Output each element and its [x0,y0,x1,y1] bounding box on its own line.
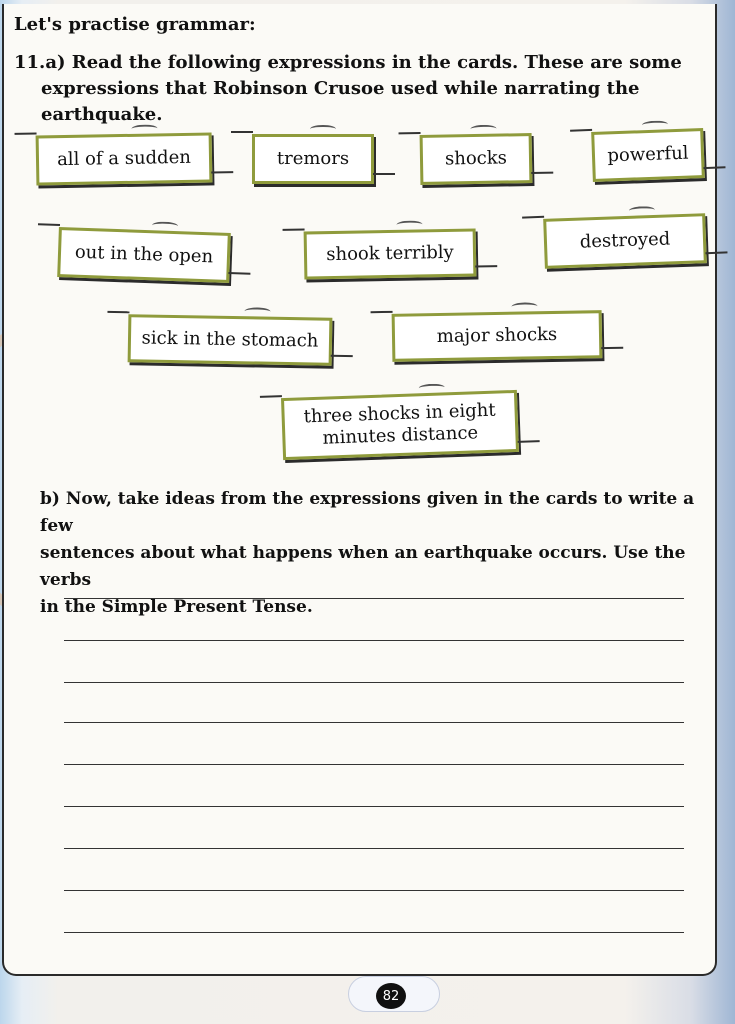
question-b-line1: b) Now, take ideas from the expressions given in the cards to write a few [40,489,695,536]
question-b [40,486,720,621]
question-b-line3: in the Simple Present Tense. [40,597,313,617]
page-number: 82 [376,983,406,1009]
section-heading: Let's practise grammar: [14,14,256,35]
expression-card [392,310,603,362]
question-a-line1: 11.a) Read the following expressions in the cards. These are some [14,52,682,73]
expression-card [281,390,519,460]
writing-line[interactable] [64,722,684,723]
card-label: out in the open [74,241,214,268]
writing-line[interactable] [64,848,684,849]
card-label: powerful [607,142,689,167]
expression-card [252,134,374,184]
writing-line[interactable] [64,682,684,683]
card-label-line1: three shocks in eight [303,399,496,428]
writing-line[interactable] [64,932,684,933]
expression-card [304,229,477,280]
expression-card [420,133,533,185]
card-label: major shocks [436,323,558,348]
card-label: shook terribly [326,241,454,266]
expression-card [57,227,231,283]
card-label: destroyed [579,228,671,253]
card-label: tremors [276,148,350,169]
expression-card [128,314,333,366]
card-label: sick in the stomach [141,327,319,352]
card-label-line2: minutes distance [322,422,479,449]
writing-line[interactable] [64,806,684,807]
writing-line[interactable] [64,640,684,641]
writing-line[interactable] [64,764,684,765]
writing-line[interactable] [64,890,684,891]
card-label: shocks [444,147,508,170]
expression-card [543,213,707,269]
question-a-line2: expressions that Robinson Crusoe used while narrating the earthquake. [41,78,640,125]
expression-card [591,128,705,182]
expression-card [36,132,213,185]
card-label: all of a sudden [56,146,192,171]
question-a [14,50,714,128]
question-b-line2: sentences about what happens when an earthquake occurs. Use the verbs [40,543,686,590]
writing-line[interactable] [64,598,684,599]
